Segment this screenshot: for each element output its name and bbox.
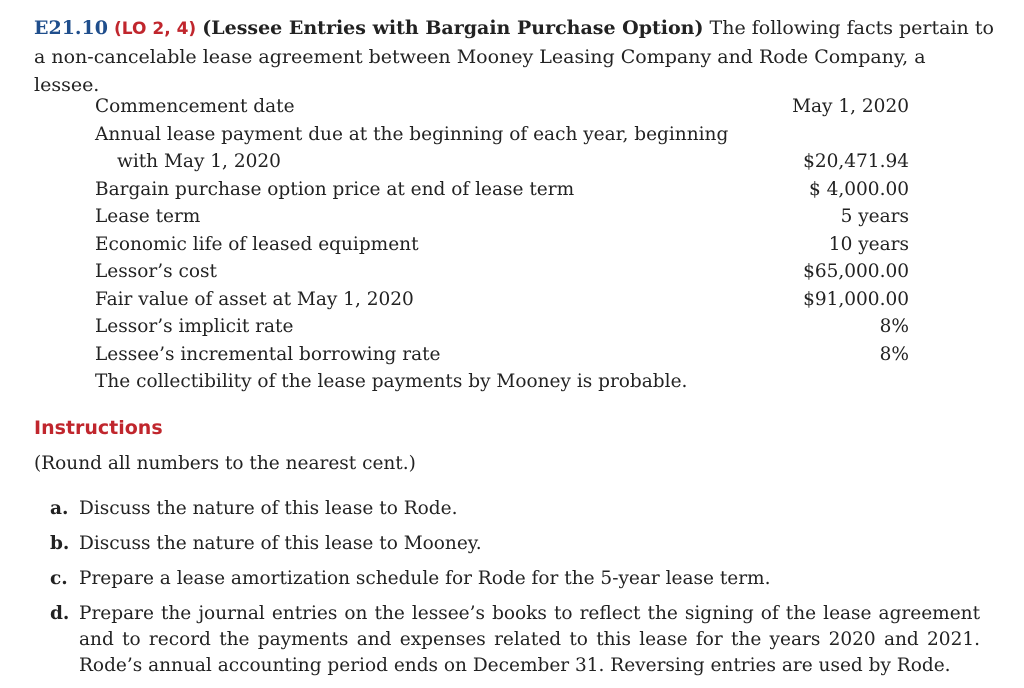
item-text: Prepare a lease amortization schedule for Rode for the 5-year lease term. — [79, 568, 771, 589]
instruction-list — [50, 496, 980, 688]
item-text: Discuss the nature of this lease to Mooney. — [79, 533, 482, 554]
lease-facts-table — [95, 93, 909, 396]
item-text: Prepare the journal entries on the lessee’s books to reflect the signing of the lease agreement and to record the payments and expenses related to this lease for the years 2020 and 2021. Rode’s annual accounting period ends on December 31. Reversing entries are used by Rode. — [79, 603, 980, 676]
item-letter: c. — [50, 568, 68, 589]
fact-label: Lease term — [95, 206, 201, 227]
fact-label: The collectibility of the lease payments by Mooney is probable. — [95, 371, 688, 392]
fact-value: 5 years — [840, 206, 909, 227]
fact-row — [95, 231, 909, 259]
fact-value: $ 4,000.00 — [808, 178, 909, 200]
fact-value: 8% — [879, 316, 909, 337]
fact-row — [95, 258, 909, 286]
fact-label: Fair value of asset at May 1, 2020 — [95, 288, 414, 310]
fact-row — [95, 121, 909, 149]
rounding-note: (Round all numbers to the nearest cent.) — [34, 453, 416, 474]
fact-label: Lessee’s incremental borrowing rate — [95, 343, 441, 365]
exercise-intro: The following facts pertain to a non-cancelable lease agreement between Mooney Leasing Company and Rode Company, a lessee. — [34, 17, 994, 96]
item-text: Discuss the nature of this lease to Rode. — [79, 498, 458, 519]
item-letter: b. — [50, 533, 70, 554]
fact-label: with May 1, 2020 — [117, 151, 281, 172]
fact-label: Economic life of leased equipment — [95, 233, 419, 255]
fact-label: Lessor’s implicit rate — [95, 316, 294, 337]
fact-row — [95, 341, 909, 369]
exercise-title: (Lessee Entries with Bargain Purchase Option) — [202, 17, 704, 39]
fact-value: $20,471.94 — [803, 151, 909, 172]
exercise-number: E21.10 — [34, 17, 108, 39]
fact-row — [95, 148, 909, 176]
fact-value: 10 years — [828, 233, 909, 255]
fact-value: 8% — [879, 343, 909, 365]
fact-row — [95, 176, 909, 204]
fact-label: Commencement date — [95, 96, 295, 117]
instruction-item — [50, 496, 980, 522]
instruction-item — [50, 566, 980, 592]
instruction-item — [50, 601, 980, 679]
instructions-heading: Instructions — [34, 417, 163, 439]
fact-row — [95, 286, 909, 314]
fact-row — [95, 93, 909, 121]
item-letter: d. — [50, 603, 70, 624]
instruction-item — [50, 531, 980, 557]
learning-objectives: (LO 2, 4) — [114, 19, 197, 39]
fact-label: Lessor’s cost — [95, 261, 217, 282]
exercise-header — [34, 14, 994, 99]
fact-label: Bargain purchase option price at end of lease term — [95, 178, 575, 200]
fact-value: $91,000.00 — [803, 288, 909, 310]
fact-row — [95, 313, 909, 341]
fact-label: Annual lease payment due at the beginning of each year, beginning — [95, 123, 729, 145]
fact-value: $65,000.00 — [803, 261, 909, 282]
fact-row — [95, 203, 909, 231]
item-letter: a. — [50, 498, 69, 519]
fact-value: May 1, 2020 — [792, 96, 909, 117]
fact-row — [95, 368, 909, 396]
